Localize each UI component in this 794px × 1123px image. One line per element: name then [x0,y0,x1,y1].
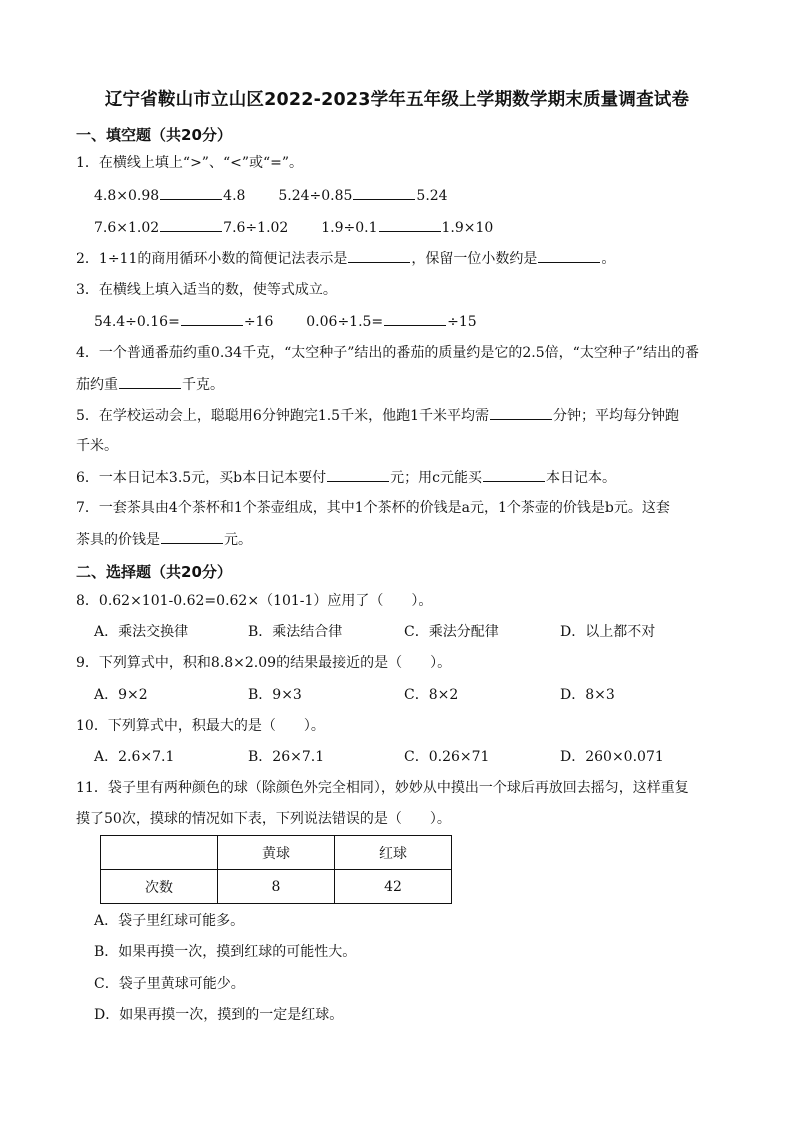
table-cell: 8 [218,870,335,904]
q8-option-b[interactable]: B．乘法结合律 [248,624,343,640]
q10-option-b[interactable]: B．26×7.1 [248,749,325,765]
q2-text-2: ，保留一位小数约是 [411,251,538,267]
q1-a2-left: 5.24÷0.85 [278,188,353,204]
q9-option-d[interactable]: D．8×3 [560,687,615,703]
q3-e1-left: 54.4÷0.16= [94,314,180,330]
q7-line2 [76,529,252,550]
q2-text-1: 2．1÷11的商用循环小数的简便记法表示是 [76,251,348,267]
q1-a2-right: 5.24 [416,188,448,204]
answer-blank[interactable] [160,185,222,200]
q4-text-2: 千克。 [182,377,224,393]
q5-text-1: 5．在学校运动会上，聪聪用6分钟跑完1.5千米，他跑1千米平均需 [76,408,489,424]
q7-text-2: 元。 [224,532,252,548]
answer-blank[interactable] [538,248,600,263]
answer-blank[interactable] [379,217,441,232]
q1-stem: 1．在横线上填上“>”、“<”或“=”。 [76,155,304,171]
answer-blank[interactable] [384,311,446,326]
q3-stem: 3．在横线上填入适当的数，使等式成立。 [76,282,337,298]
answer-blank[interactable] [490,405,552,420]
table-cell: 次数 [101,870,218,904]
q1-b2-left: 1.9÷0.1 [321,220,378,236]
q6-text-3: 本日记本。 [545,470,616,486]
q1-b1-left: 7.6×1.02 [94,220,160,236]
q10-stem: 10．下列算式中，积最大的是（ ）。 [76,718,325,734]
q1-row2 [94,217,493,238]
q4-text-1: 茄约重 [76,377,118,393]
q11-option-a[interactable]: A．袋子里红球可能多。 [94,913,245,929]
answer-blank[interactable] [119,374,181,389]
q3-row [94,311,477,332]
q11-option-c[interactable]: C．袋子里黄球可能少。 [94,976,245,992]
q4-line1: 4．一个普通番茄约重0.34千克，“太空种子”结出的番茄的质量约是它的2.5倍，“太空种子”结出的番 [76,345,699,361]
q5-line1 [76,405,679,426]
answer-blank[interactable] [327,467,389,482]
q2 [76,248,615,269]
q1-b1-right: 7.6÷1.02 [223,220,289,236]
q3-e2-right: ÷15 [447,314,477,330]
q6-text-1: 6．一本日记本3.5元，买b本日记本要付 [76,470,327,486]
answer-blank[interactable] [181,311,243,326]
q1-b2-right: 1.9×10 [441,220,494,236]
q4-line2 [76,374,224,395]
q1-a1-right: 4.8 [223,188,246,204]
q10-option-d[interactable]: D．260×0.071 [560,749,664,765]
q7-text-1: 茶具的价钱是 [76,532,160,548]
q1-a1-left: 4.8×0.98 [94,188,160,204]
q8-option-d[interactable]: D．以上都不对 [560,624,656,640]
table-cell: 黄球 [218,836,335,870]
table-header-row [101,836,452,870]
q6 [76,467,616,488]
table-cell: 红球 [335,836,452,870]
ball-count-table [100,835,452,904]
q8-option-c[interactable]: C．乘法分配律 [404,624,499,640]
q11-option-b[interactable]: B．如果再摸一次，摸到红球的可能性大。 [94,944,357,960]
page-title: 辽宁省鞍山市立山区2022-2023学年五年级上学期数学期末质量调查试卷 [104,90,690,110]
q10-option-a[interactable]: A．2.6×7.1 [94,749,175,765]
answer-blank[interactable] [161,529,223,544]
section2-heading: 二、选择题（共20分） [76,563,232,581]
q9-option-b[interactable]: B．9×3 [248,687,302,703]
q10-option-c[interactable]: C．0.26×71 [404,749,490,765]
q5-text-2: 分钟；平均每分钟跑 [553,408,679,424]
table-row [101,870,452,904]
section1-heading: 一、填空题（共20分） [76,126,232,144]
answer-blank[interactable] [353,185,415,200]
q1-row1 [94,185,448,206]
answer-blank[interactable] [483,467,545,482]
q9-option-a[interactable]: A．9×2 [94,687,148,703]
q9-option-c[interactable]: C．8×2 [404,687,459,703]
q8-stem: 8．0.62×101-0.62=0.62×（101-1）应用了（ ）。 [76,593,433,609]
q3-e2-left: 0.06÷1.5= [306,314,384,330]
q6-text-2: 元；用c元能买 [390,470,482,486]
q9-stem: 9．下列算式中，积和8.8×2.09的结果最接近的是（ ）。 [76,655,452,671]
q5-line2: 千米。 [76,438,118,454]
q7-line1: 7．一套茶具由4个茶杯和1个茶壶组成，其中1个茶杯的价钱是a元，1个茶壶的价钱是b元。这套 [76,500,670,516]
table-cell [101,836,218,870]
answer-blank[interactable] [160,217,222,232]
q11-line1: 11．袋子里有两种颜色的球（除颜色外完全相同），妙妙从中摸出一个球后再放回去摇匀，这样重复 [76,780,689,796]
q2-text-3: 。 [601,251,616,267]
q11-option-d[interactable]: D．如果再摸一次，摸到的一定是红球。 [94,1007,344,1023]
table-cell: 42 [335,870,452,904]
q8-option-a[interactable]: A．乘法交换律 [94,624,189,640]
q11-line2: 摸了50次，摸球的情况如下表，下列说法错误的是（ ）。 [76,811,451,827]
q3-e1-right: ÷16 [243,314,274,330]
answer-blank[interactable] [348,248,410,263]
